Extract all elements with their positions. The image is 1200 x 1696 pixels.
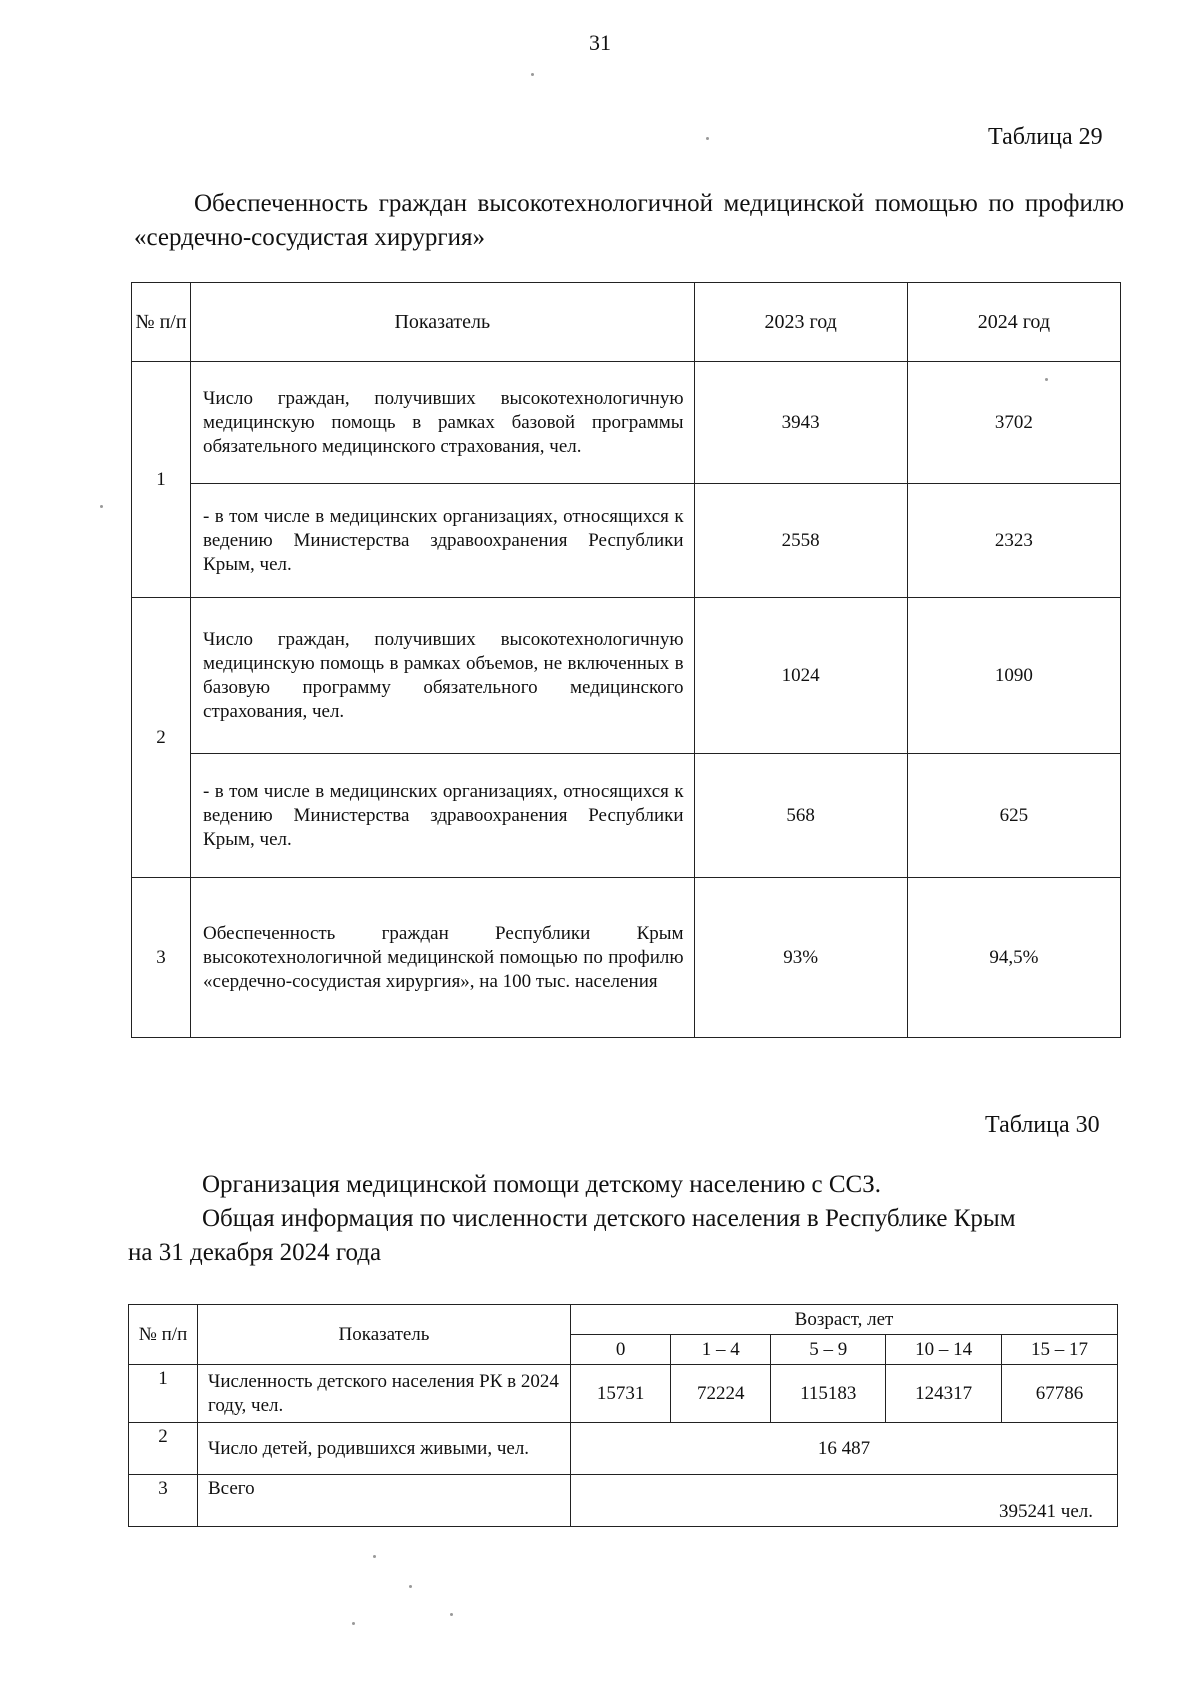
- value-age-0: 15731: [571, 1365, 671, 1423]
- header-num: № п/п: [129, 1305, 198, 1365]
- table-header-row: [129, 1305, 1118, 1335]
- header-age-5-9: 5 – 9: [771, 1335, 886, 1365]
- header-indicator: Показатель: [198, 1305, 571, 1365]
- header-age-15-17: 15 – 17: [1002, 1335, 1118, 1365]
- header-2023: 2023 год: [694, 283, 907, 362]
- row-indicator: Число детей, родившихся живыми, чел.: [198, 1423, 571, 1475]
- header-age-1-4: 1 – 4: [671, 1335, 771, 1365]
- value-age-15-17: 67786: [1002, 1365, 1118, 1423]
- table-header-row: [132, 283, 1121, 362]
- table-30-title: [128, 1168, 1128, 1270]
- row-num: 2: [132, 598, 191, 878]
- header-age-10-14: 10 – 14: [886, 1335, 1002, 1365]
- row-indicator: Численность детского населения РК в 2024 году, чел.: [198, 1365, 571, 1423]
- row-indicator: Число граждан, получивших высокотехнологичную медицинскую помощь в рамках объемов, не включенных в базовую программу обязательного медицинского страхования, чел.: [191, 598, 695, 754]
- row-indicator: Обеспеченность граждан Республики Крым высокотехнологичной медицинской помощью по профилю «сердечно-сосудистая хирургия», на 100 тыс. населения: [191, 878, 695, 1038]
- table-row: [132, 362, 1121, 484]
- table-row: [129, 1423, 1118, 1475]
- table-30-label: Таблица 30: [985, 1112, 1100, 1138]
- header-age: Возраст, лет: [571, 1305, 1118, 1335]
- value-total: 395241 чел.: [571, 1475, 1118, 1527]
- value-2024: 625: [907, 754, 1120, 878]
- table-29-title: Обеспеченность граждан высокотехнологичной медицинской помощью по профилю «сердечно-сосудистая хирургия»: [134, 190, 1124, 251]
- row-num: 2: [129, 1423, 198, 1475]
- value-2023: 3943: [694, 362, 907, 484]
- row-num: 1: [129, 1365, 198, 1423]
- table-30-title-line-3: на 31 декабря 2024 года: [128, 1239, 382, 1266]
- table-30-title-line-1: Организация медицинской помощи детскому населению с ССЗ.: [202, 1171, 881, 1198]
- table-30-title-line-2: Общая информация по численности детского населения в Республике Крым: [202, 1205, 1016, 1232]
- table-row: [132, 878, 1121, 1038]
- table-row: [132, 484, 1121, 598]
- page-number: 31: [589, 30, 611, 55]
- row-indicator: - в том числе в медицинских организациях, относящихся к ведению Министерства здравоохранения Республики Крым, чел.: [191, 754, 695, 878]
- value-age-5-9: 115183: [771, 1365, 886, 1423]
- value-2023: 568: [694, 754, 907, 878]
- row-indicator: Всего: [198, 1475, 571, 1527]
- header-indicator: Показатель: [191, 283, 695, 362]
- value-2024: 3702: [907, 362, 1120, 484]
- header-age-0: 0: [571, 1335, 671, 1365]
- table-30: [128, 1304, 1118, 1527]
- table-29: [131, 282, 1121, 1038]
- value-2024: 94,5%: [907, 878, 1120, 1038]
- value-2023: 2558: [694, 484, 907, 598]
- value-age-1-4: 72224: [671, 1365, 771, 1423]
- row-indicator: - в том числе в медицинских организациях, относящихся к ведению Министерства здравоохранения Республики Крым, чел.: [191, 484, 695, 598]
- header-2024: 2024 год: [907, 283, 1120, 362]
- table-row: [132, 598, 1121, 754]
- row-num: 3: [129, 1475, 198, 1527]
- table-row: [129, 1365, 1118, 1423]
- table-29-label: Таблица 29: [988, 124, 1103, 150]
- value-born-alive: 16 487: [571, 1423, 1118, 1475]
- table-row: [129, 1475, 1118, 1527]
- row-num: 1: [132, 362, 191, 598]
- value-2024: 1090: [907, 598, 1120, 754]
- table-row: [132, 754, 1121, 878]
- row-num: 3: [132, 878, 191, 1038]
- value-age-10-14: 124317: [886, 1365, 1002, 1423]
- value-2024: 2323: [907, 484, 1120, 598]
- header-num: № п/п: [132, 283, 191, 362]
- row-indicator: Число граждан, получивших высокотехнологичную медицинскую помощь в рамках базовой программы обязательного медицинского страхования, чел.: [191, 362, 695, 484]
- value-2023: 93%: [694, 878, 907, 1038]
- value-2023: 1024: [694, 598, 907, 754]
